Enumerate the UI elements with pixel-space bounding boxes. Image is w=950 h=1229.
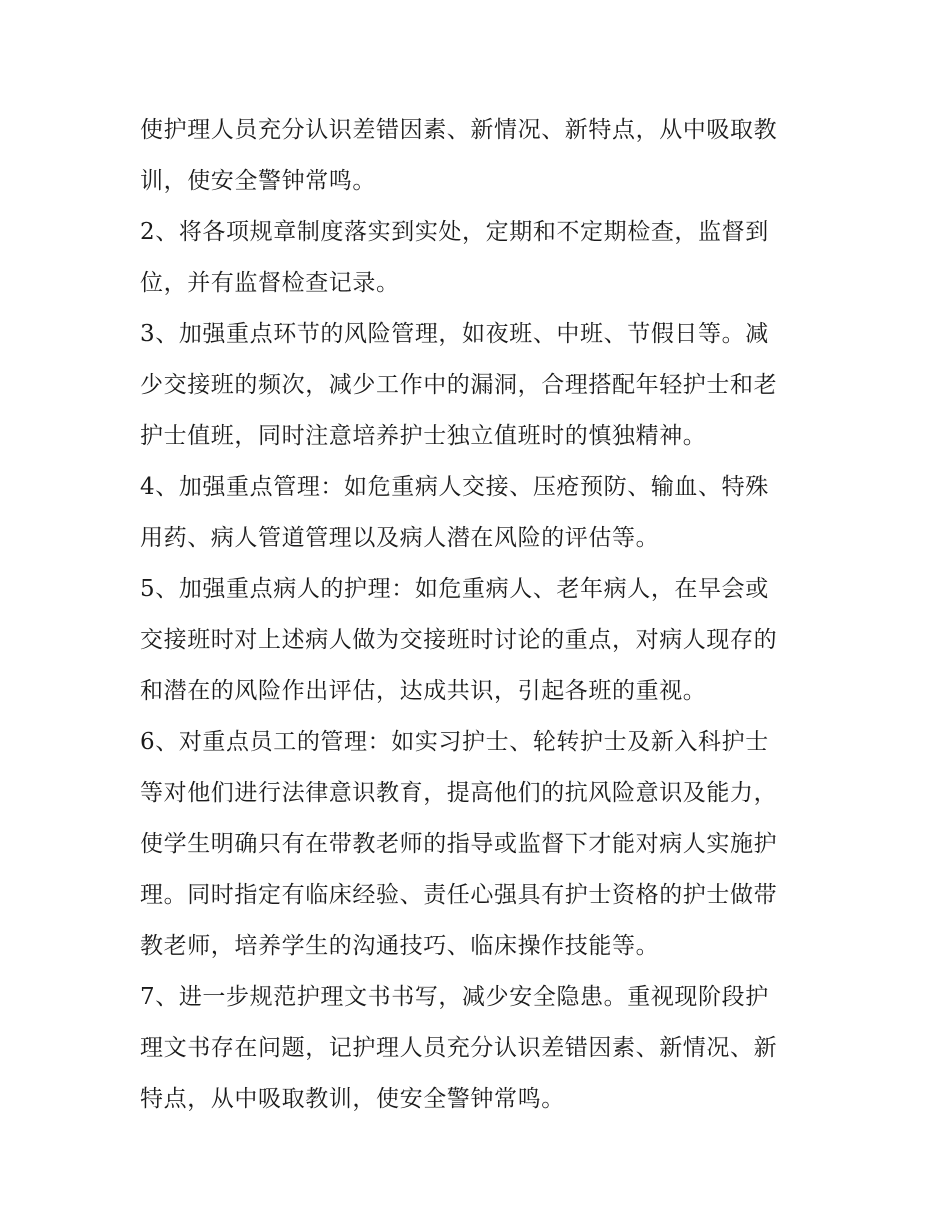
text-line: 特点，从中吸取教训，使安全警钟常鸣。 xyxy=(140,1086,565,1112)
text-line: 训，使安全警钟常鸣。 xyxy=(140,168,376,194)
text-line: 用药、病人管道管理以及病人潜在风险的评估等。 xyxy=(140,525,660,551)
text-line: 3、加强重点环节的风险管理，如夜班、中班、节假日等。减 xyxy=(140,321,769,347)
text-line: 使学生明确只有在带教老师的指导或监督下才能对病人实施护 xyxy=(140,831,778,857)
text-line: 使护理人员充分认识差错因素、新情况、新特点，从中吸取教 xyxy=(140,117,778,143)
text-line: 位，并有监督检查记录。 xyxy=(140,270,400,296)
text-line: 教老师，培养学生的沟通技巧、临床操作技能等。 xyxy=(140,933,660,959)
text-line: 5、加强重点病人的护理：如危重病人、老年病人，在早会或 xyxy=(140,576,769,602)
text-line: 少交接班的频次，减少工作中的漏洞，合理搭配年轻护士和老 xyxy=(140,372,778,398)
text-line: 4、加强重点管理：如危重病人交接、压疮预防、输血、特殊 xyxy=(140,474,769,500)
text-line: 7、进一步规范护理文书书写，减少安全隐患。重视现阶段护 xyxy=(140,984,769,1010)
text-line: 护士值班，同时注意培养护士独立值班时的慎独精神。 xyxy=(140,423,707,449)
text-line: 2、将各项规章制度落实到实处，定期和不定期检查，监督到 xyxy=(140,219,769,245)
text-line: 等对他们进行法律意识教育，提高他们的抗风险意识及能力， xyxy=(140,780,778,806)
text-line: 交接班时对上述病人做为交接班时讨论的重点，对病人现存的 xyxy=(140,627,778,653)
text-line: 理。同时指定有临床经验、责任心强具有护士资格的护士做带 xyxy=(140,882,778,908)
text-line: 6、对重点员工的管理：如实习护士、轮转护士及新入科护士 xyxy=(140,729,769,755)
document-body xyxy=(140,105,820,1125)
text-line: 理文书存在问题，记护理人员充分认识差错因素、新情况、新 xyxy=(140,1035,778,1061)
text-line: 和潜在的风险作出评估，达成共识，引起各班的重视。 xyxy=(140,678,707,704)
